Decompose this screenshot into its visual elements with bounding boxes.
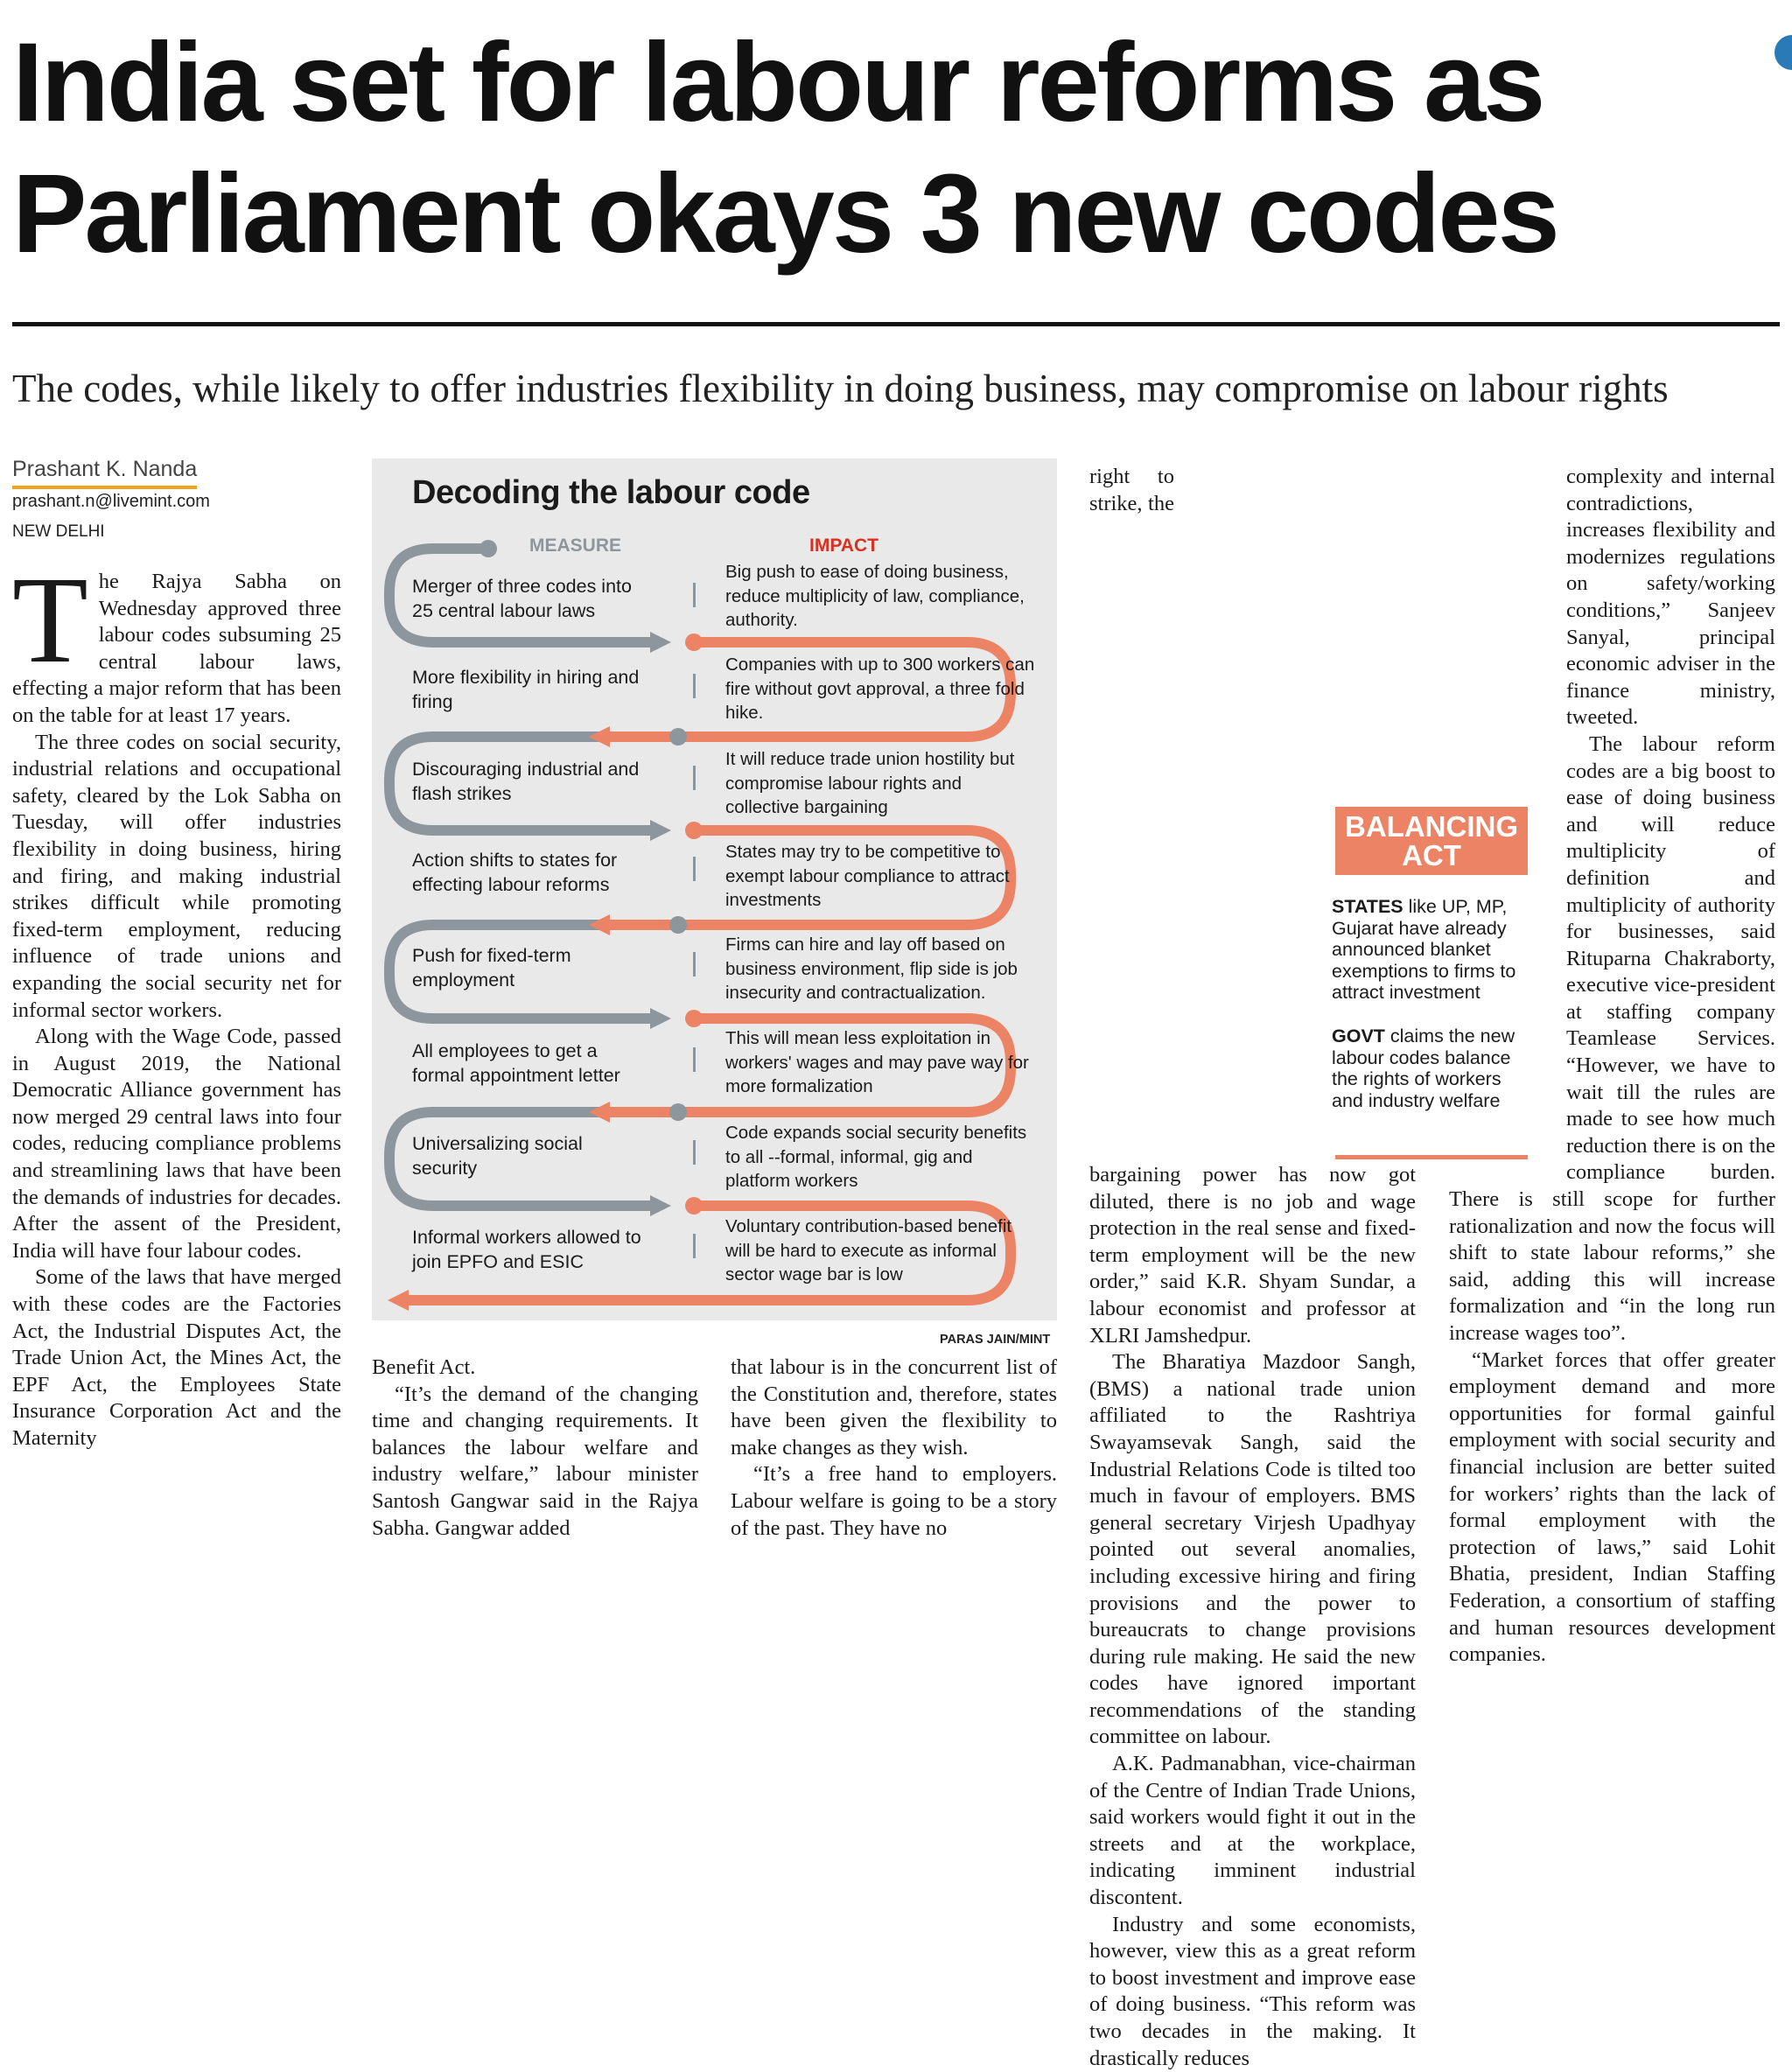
impact-row-3: It will reduce trade union hostility but compromise labour rights and collective bargaining	[725, 749, 1015, 817]
grey-start-dot	[480, 540, 497, 557]
graphic-credit: PARAS JAIN/MINT	[940, 1333, 1051, 1347]
states-lead: STATES	[1332, 896, 1404, 917]
article-paragraph: The Bharatiya Mazdoor Sangh, (BMS) a national trade union affiliated to the Rashtriya Swayamsevak Sangh, said the Industrial Relations Code is tilted too much in favour of employers. BMS general secretary Virjesh Upadhyay pointed out several anomalies, including excessive hiring and firing provisions and the power to bureaucrats to change provisions during rule making. He said the new codes have ignored important recommendations of the standing committee on labour.	[1089, 1350, 1416, 1749]
impact-row-2: Companies with up to 300 workers can fire without govt approval, a three fold hike.	[725, 654, 1035, 723]
article-column-1	[12, 550, 341, 1549]
impact-row-7: Code expands social security benefits to all --formal, informal, gig and platform workers	[725, 1123, 1027, 1191]
balancing-act-title: BALANCING ACT	[1335, 807, 1528, 875]
graphic-title: Decoding the labour code	[412, 474, 810, 511]
orange-dot	[685, 634, 703, 651]
headline-rule	[12, 322, 1780, 326]
row-separator	[693, 583, 696, 607]
decoding-labour-code-graphic	[372, 458, 1057, 1320]
impact-row-5: Firms can hire and lay off based on business environment, flip side is job insecurity and contractualization.	[725, 934, 1018, 1003]
row-separator	[693, 674, 696, 698]
article-paragraph: Along with the Wage Code, passed in August 2019, the National Democratic Alliance government has now merged 29 central laws into four codes, reducing compliance problems and streamlining laws that have been the demands of industries for decades. After the assent of the President, India will have four labour codes.	[12, 1025, 341, 1263]
drop-cap: T	[12, 550, 88, 689]
balancing-govt	[1332, 1026, 1530, 1111]
dateline: NEW DELHI	[12, 522, 105, 541]
article-paragraph: complexity and internal contradictions, increases flexibility and modernizes regulations on safety/working conditions,” Sanjeev Sanyal, principal economic adviser in the finance ministry, tweeted.	[1566, 465, 1775, 730]
article-paragraph: “It’s a free hand to employers. Labour welfare is going to be a story of the past. They have no	[731, 1462, 1057, 1540]
govt-lead: GOVT	[1332, 1026, 1385, 1046]
page-edge-dot	[1774, 35, 1792, 70]
byline-email[interactable]: prashant.n@livemint.com	[12, 492, 210, 511]
measure-row-4: Action shifts to states for effecting labour reforms	[412, 850, 618, 895]
measure-header: MEASURE	[529, 536, 622, 556]
govt-text: claims the new labour codes balance the rights of workers and industry welfare	[1332, 1026, 1516, 1111]
article-paragraph	[12, 550, 341, 730]
byline-author: Prashant K. Nanda	[12, 457, 197, 489]
grey-dot	[669, 1103, 687, 1121]
orange-dot	[685, 1010, 703, 1027]
impact-header: IMPACT	[809, 536, 878, 556]
article-paragraph: “It’s the demand of the changing time and changing requirements. It balances the labour welfare and industry welfare,” labour minister Santosh Gangwar said in the Rajya Sabha. Gangwar added	[372, 1382, 698, 1540]
article-column-4	[1089, 464, 1416, 2072]
row-separator	[693, 1047, 696, 1072]
article-paragraph: Benefit Act.	[372, 1355, 476, 1379]
grey-dot	[669, 916, 687, 934]
row-separator	[693, 952, 696, 976]
balancing-states	[1332, 896, 1530, 1004]
row-separator	[693, 766, 696, 790]
measure-row-1: Merger of three codes into 25 central labour laws	[412, 576, 632, 621]
headline: India set for labour reforms as Parliament okays 3 new codes	[12, 20, 1558, 276]
balancing-act-box	[1328, 805, 1530, 1162]
article-paragraph: “Market forces that offer greater employment demand and more opportunities for formal gainful employment with social security and financial inclusion are better suited for workers’ rights than the lack of formal employment with the protection of laws,” said Lohit Bhatia, president, Indian Staffing Federation, a consortium of staffing and human resources development companies.	[1449, 1348, 1775, 1667]
impact-row-8: Voluntary contribution-based benefit will be hard to execute as informal sector wage bar is low	[725, 1216, 1012, 1284]
impact-row-1: Big push to ease of doing business, reduce multiplicity of law, compliance, authority.	[725, 562, 1025, 630]
orange-arrow-head	[589, 726, 610, 747]
states-text: like UP, MP, Gujarat have already announced blanket exemptions to firms to attract investment	[1332, 896, 1516, 1003]
measure-row-7: Universalizing social security	[412, 1133, 583, 1179]
article-paragraph: The three codes on social security, industrial relations and occupational safety, cleared by the Lok Sabha on Tuesday, will offer industries flexibility in doing business, hiring and firing, and making industrial strikes difficult while promoting fixed-term employment, reducing influence of trade unions and expanding the social security net for informal sector workers.	[12, 730, 341, 1022]
impact-row-4: States may try to be competitive to exempt labour compliance to attract investments	[725, 842, 1010, 910]
orange-arrow-head	[589, 914, 610, 935]
grey-arrow-head	[650, 1195, 671, 1216]
measure-row-6: All employees to get a formal appointment letter	[412, 1040, 620, 1086]
impact-row-6: This will mean less exploitation in workers' wages and may pave way for more formalization	[725, 1028, 1029, 1096]
row-separator	[693, 1140, 696, 1165]
orange-dot	[685, 1197, 703, 1214]
grey-arrow-head	[650, 632, 671, 653]
measure-row-8: Informal workers allowed to join EPFO and ESIC	[412, 1227, 641, 1272]
grey-arrow-head	[650, 820, 671, 841]
measure-row-2: More flexibility in hiring and firing	[412, 667, 640, 712]
grey-arrow-head	[650, 1008, 671, 1029]
article-paragraph: Industry and some economists, however, view this as a great reform to boost investment and improve ease of doing business. “This reform was two decades in the making. It drastically reduces	[1089, 1912, 1416, 2070]
article-column-3	[731, 1354, 1057, 1542]
measure-row-3: Discouraging industrial and flash strikes	[412, 759, 640, 804]
article-paragraph: A.K. Padmanabhan, vice-chairman of the Centre of Indian Trade Unions, said workers would fight it out in the streets and at the workplace, indicating imminent industrial discontent.	[1089, 1752, 1416, 1910]
article-paragraph: The labour reform codes are a big boost to ease of doing business and will reduce multiplicity of definition and multiplicity of authority for businesses, said Rituparna Chakraborty, executive vice-president at staffing company Teamlease Services. “However, we have to wait till the rules are made to see how much reduction there is on the compliance burden. There is still scope for further rationalization and now the focus will shift to state labour reforms,” she said, adding this will increase formalization and “in the long run increase wages too”.	[1449, 732, 1775, 1345]
article-paragraph: Some of the laws that have merged with these codes are the Factories Act, the Industrial Disputes Act, the Trade Union Act, the Mines Act, the EPF Act, the Employees State Insurance Corporation Act and the Maternity	[12, 1265, 341, 1450]
orange-dot	[685, 822, 703, 839]
article-column-2	[372, 1354, 698, 1542]
grey-dot	[669, 728, 687, 746]
orange-arrow-head	[589, 1102, 610, 1123]
orange-arrow-head	[388, 1290, 409, 1311]
row-separator	[693, 857, 696, 881]
measure-row-5: Push for fixed-term employment	[412, 945, 571, 990]
dek: The codes, while likely to offer industries flexibility in doing business, may compromise on labour rights	[12, 367, 1669, 410]
article-paragraph: right to strike, the bargaining power has now got diluted, there is no job and wage protection in the real sense and fixed-term employment will be the new order,” said K.R. Shyam Sundar, a labour economist and professor at XLRI Jamshedpur.	[1089, 465, 1416, 1348]
article-paragraph: that labour is in the concurrent list of the Constitution and, therefore, states have been given the flexibility to make changes as they wish.	[731, 1355, 1057, 1460]
row-separator	[693, 1234, 696, 1258]
paragraph-text: he Rajya Sabha on Wednesday approved three labour codes subsuming 25 central labour laws, effecting a major reform that has been on the table for at least 17 years.	[12, 570, 341, 727]
balancing-bottom-rule	[1335, 1155, 1528, 1159]
